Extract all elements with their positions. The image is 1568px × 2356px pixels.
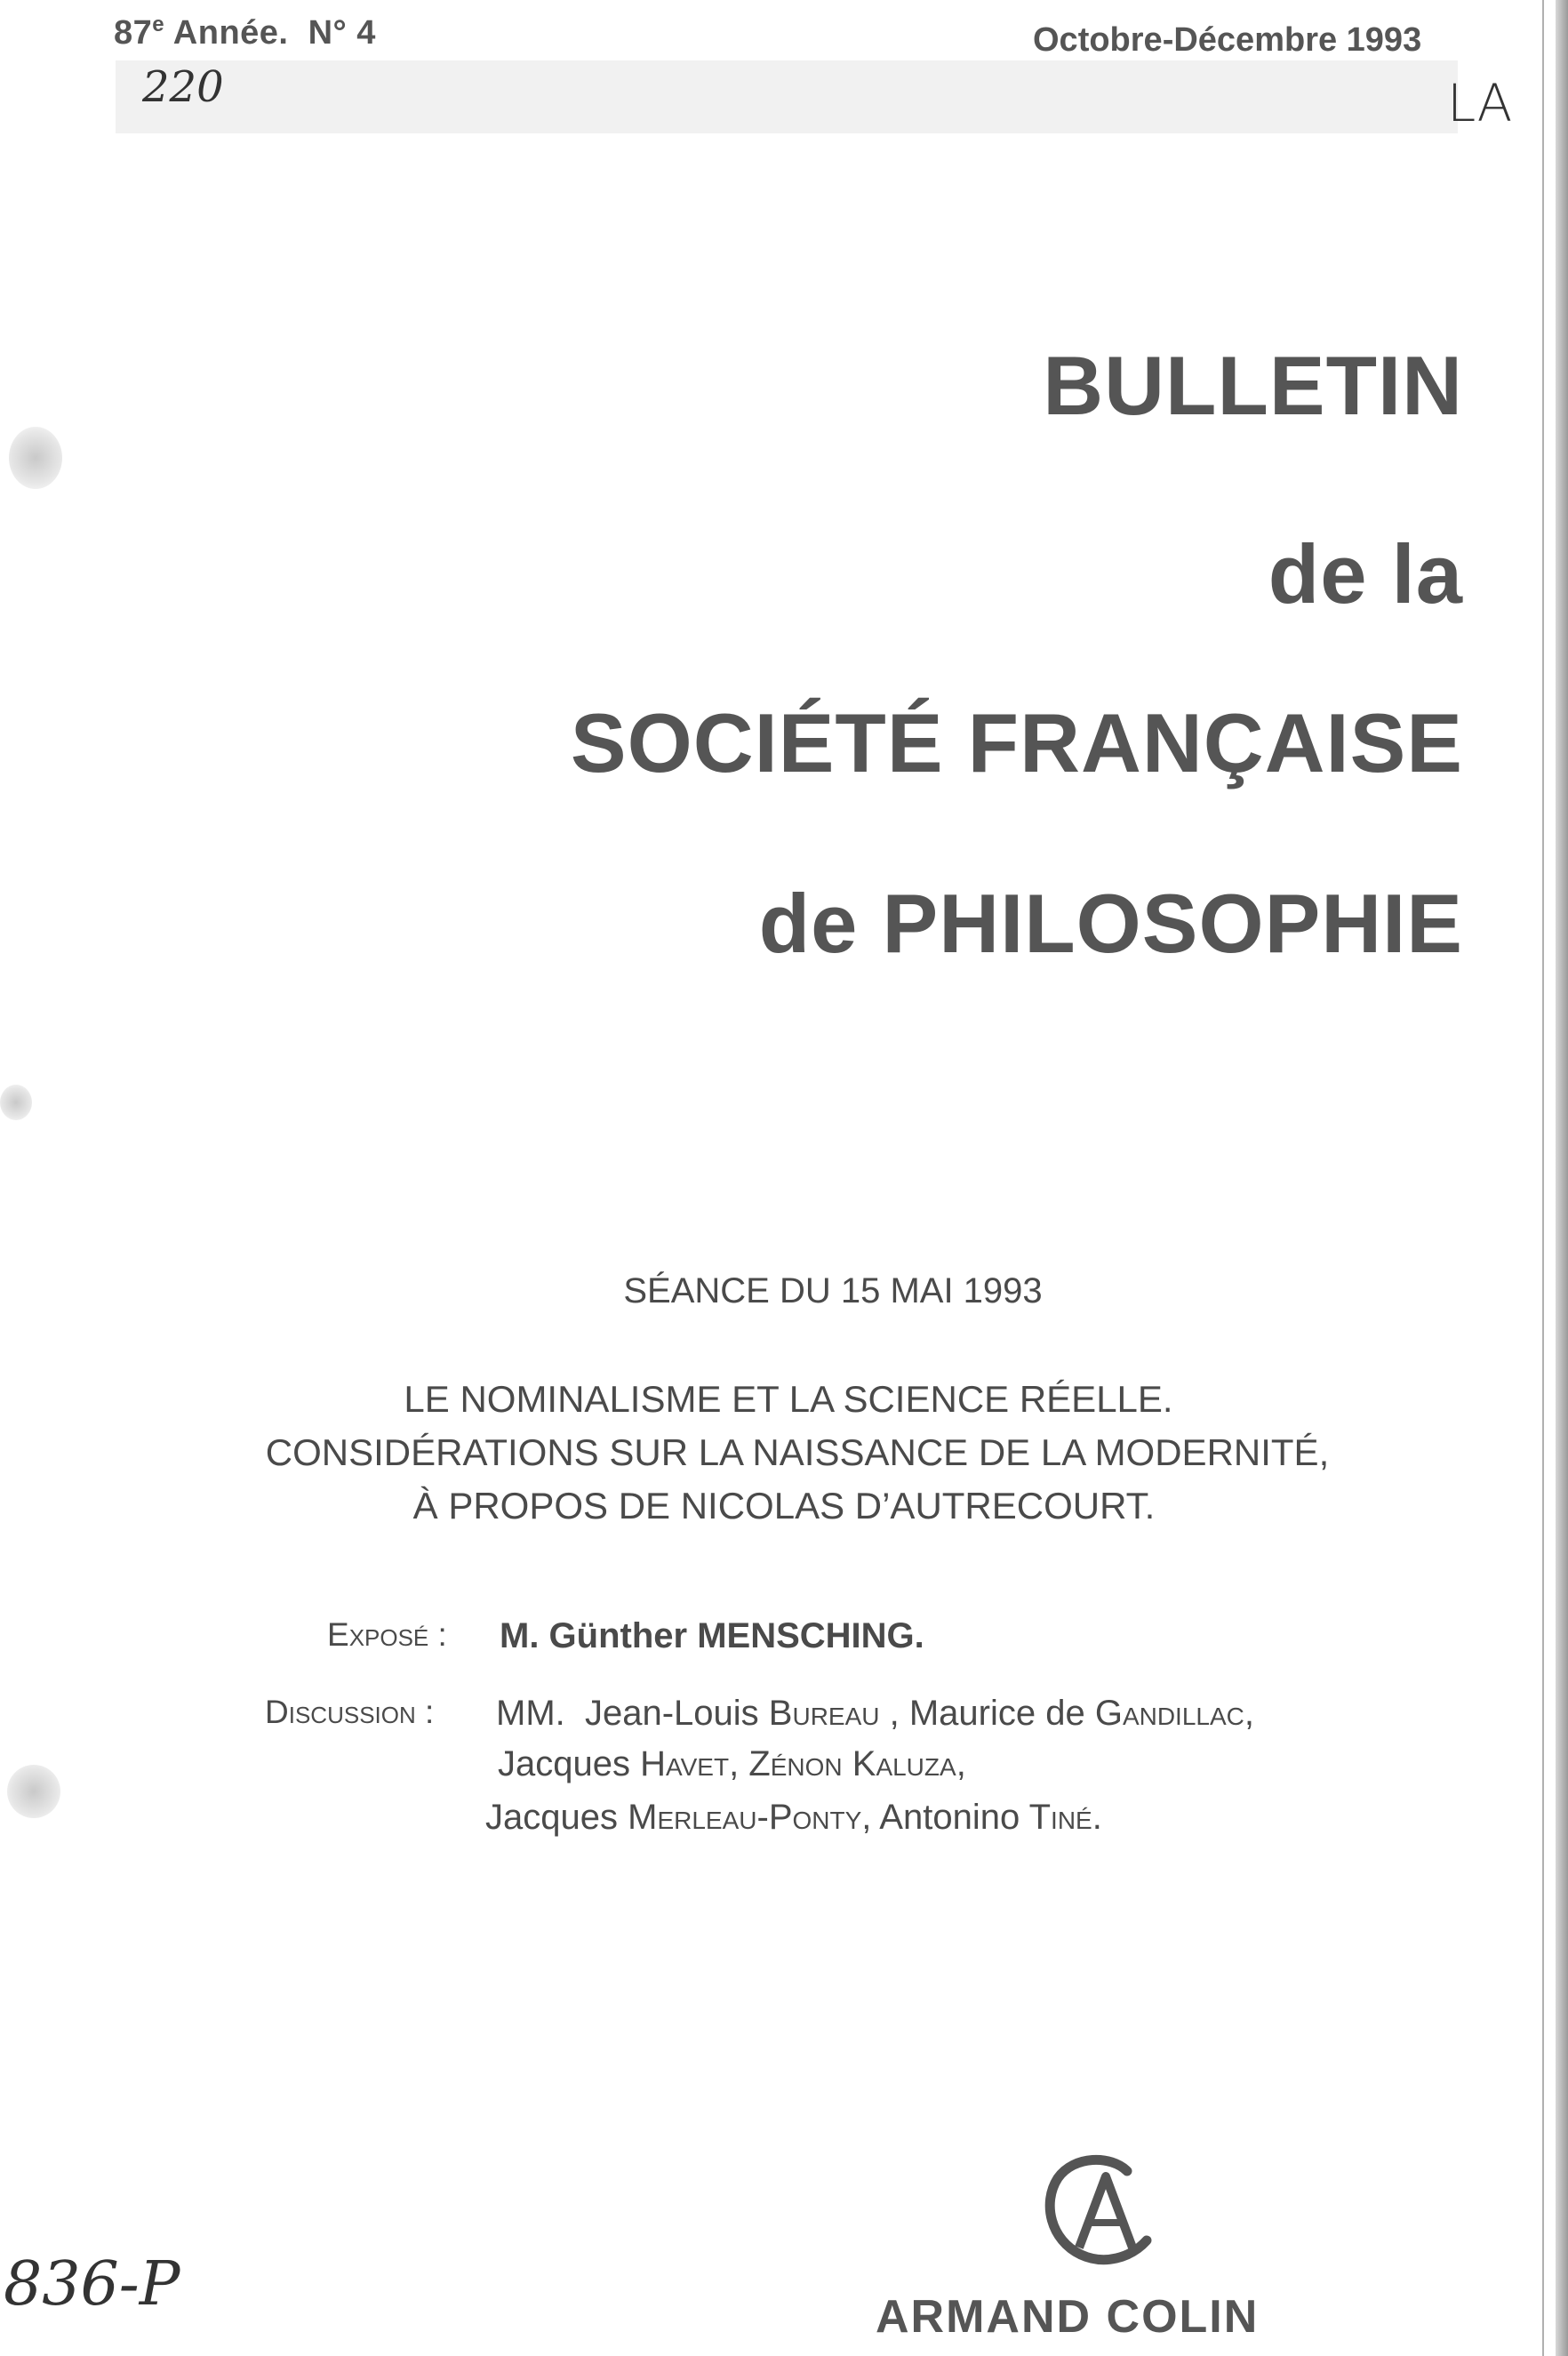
expose-speaker: M. Günther MENSCHING.: [500, 1616, 924, 1655]
expose-label: Exposé :: [327, 1616, 447, 1653]
page-edge: [1556, 0, 1568, 2356]
title-line-4: de PHILOSOPHIE: [758, 877, 1463, 970]
header-band: [116, 60, 1458, 133]
paper-stain: [0, 1085, 32, 1120]
issue-number: 87e Année. N° 4: [114, 12, 376, 52]
paper-stain: [9, 427, 62, 489]
paper-stain: [7, 1765, 60, 1818]
subject-line-3: À PROPOS DE NICOLAS D’AUTRECOURT.: [412, 1485, 1156, 1527]
subject-line-1: LE NOMINALISME ET LA SCIENCE RÉELLE.: [404, 1378, 1173, 1420]
title-line-3: SOCIÉTÉ FRANÇAISE: [570, 696, 1463, 789]
publisher-name: ARMAND COLIN: [876, 2291, 1260, 2343]
discussion-label: Discussion :: [265, 1694, 435, 1730]
handwritten-number: 220: [142, 62, 224, 112]
discussion-participants-line-1: MM. Jean-Louis Bureau , Maurice de Gandillac,: [496, 1694, 1254, 1733]
issue-date: Octobre-Décembre 1993: [1033, 21, 1422, 59]
handwritten-initials: LA: [1447, 73, 1513, 133]
discussion-participants-line-2: Jacques Havet, Zénon Kaluza,: [498, 1744, 966, 1783]
armand-colin-logo: [1038, 2152, 1163, 2267]
discussion-participants-line-3: Jacques Merleau-Ponty, Antonino Tiné.: [485, 1798, 1102, 1837]
page-fold-line: [1542, 0, 1544, 2356]
session-date: SÉANCE DU 15 MAI 1993: [623, 1271, 1043, 1310]
title-line-1: BULLETIN: [1043, 339, 1463, 432]
title-line-2: de la: [1268, 527, 1463, 621]
subject-line-2: CONSIDÉRATIONS SUR LA NAISSANCE DE LA MODERNITÉ,: [265, 1431, 1330, 1473]
handwritten-shelf-mark: 836-P: [4, 2249, 180, 2320]
